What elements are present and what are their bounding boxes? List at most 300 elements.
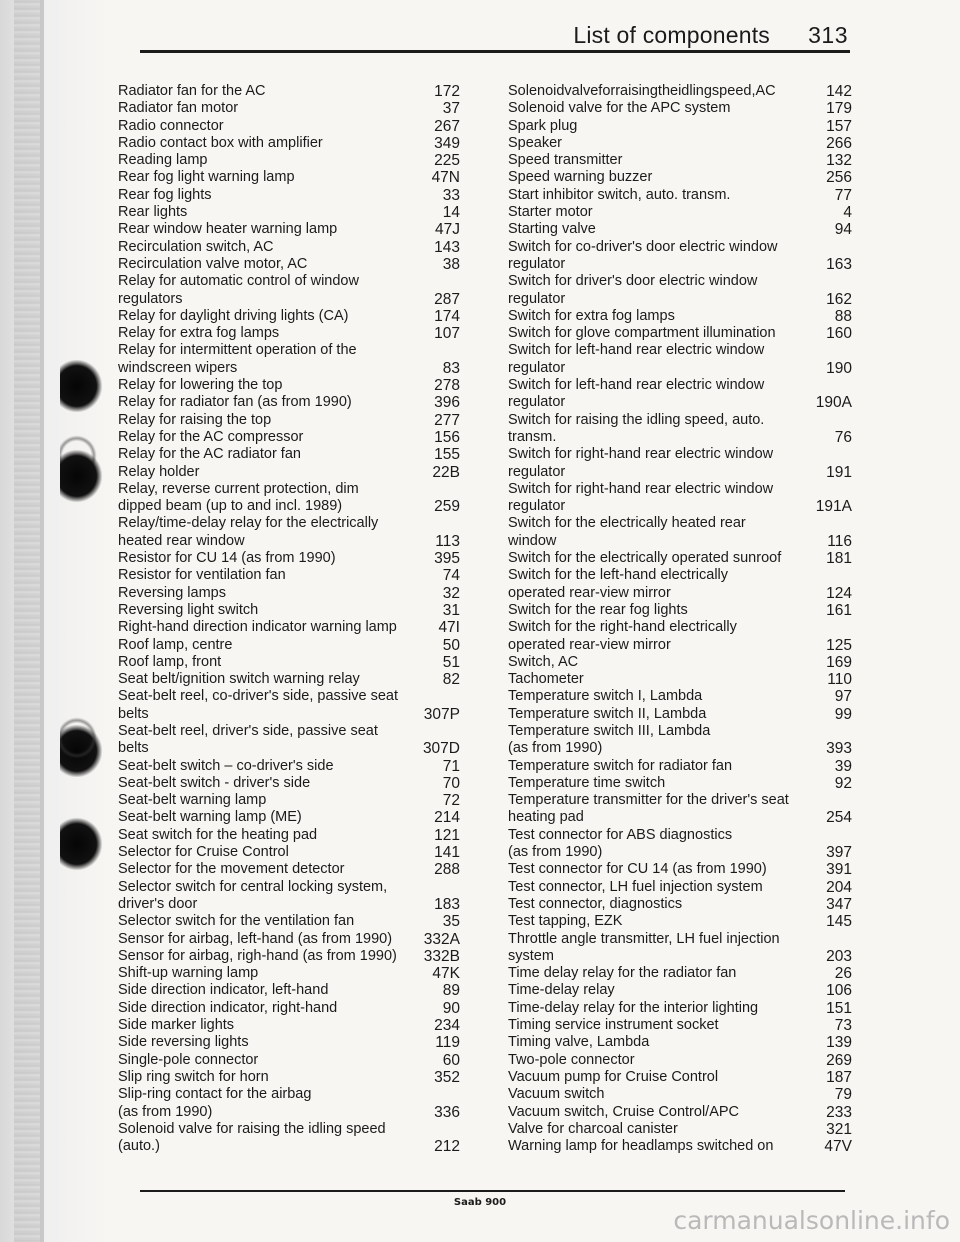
entry-name: Test connector for ABS diagnostics bbox=[508, 826, 733, 843]
entry-name: operated rear-view mirror bbox=[508, 584, 671, 601]
index-entry bbox=[508, 239, 852, 256]
index-entry bbox=[118, 360, 460, 377]
entry-page-number: 139 bbox=[826, 1034, 852, 1052]
entry-page-number: 203 bbox=[826, 947, 852, 965]
entry-page-number: 155 bbox=[434, 446, 460, 464]
entry-name: Seat belt/ignition switch warning relay bbox=[118, 671, 360, 688]
entry-name: Selector for Cruise Control bbox=[118, 844, 289, 861]
entry-name: Relay for automatic control of window bbox=[118, 273, 359, 290]
entry-page-number: 51 bbox=[442, 653, 460, 671]
entry-page-number: 277 bbox=[434, 411, 460, 429]
entry-page-number: 332B bbox=[423, 947, 460, 965]
index-entry bbox=[508, 118, 852, 135]
index-entry bbox=[118, 879, 460, 896]
index-entry bbox=[508, 567, 852, 584]
entry-page-number: 179 bbox=[826, 100, 852, 118]
entry-name: Time-delay relay for the interior lighting bbox=[508, 999, 759, 1016]
entry-name: heated rear window bbox=[118, 532, 245, 549]
binder-ring-hole bbox=[60, 818, 102, 870]
entry-name: Starter motor bbox=[508, 204, 593, 221]
index-entry bbox=[118, 1034, 460, 1051]
entry-name: (auto.) bbox=[118, 1138, 160, 1155]
index-entry bbox=[118, 377, 460, 394]
entry-name: Switch for the rear fog lights bbox=[508, 601, 688, 618]
index-entry bbox=[118, 619, 460, 636]
entry-name: Switch for the left-hand electrically bbox=[508, 567, 729, 584]
entry-name: Speed transmitter bbox=[508, 152, 623, 169]
index-entry bbox=[508, 498, 852, 515]
binding-stripe bbox=[14, 0, 40, 1242]
index-entry bbox=[118, 688, 460, 705]
entry-name: regulator bbox=[508, 255, 566, 272]
binder-ring-hole bbox=[60, 712, 102, 764]
entry-page-number: 83 bbox=[442, 359, 460, 377]
index-entry bbox=[118, 187, 460, 204]
entry-name: regulators bbox=[118, 290, 183, 307]
page-number: 313 bbox=[808, 22, 848, 48]
entry-page-number: 79 bbox=[834, 1086, 852, 1104]
entry-page-number: 225 bbox=[434, 152, 460, 170]
entry-page-number: 141 bbox=[434, 844, 460, 862]
entry-name: heating pad bbox=[508, 809, 584, 826]
index-entry bbox=[118, 723, 460, 740]
index-entry bbox=[118, 273, 460, 290]
index-entry bbox=[118, 775, 460, 792]
index-entry bbox=[118, 1086, 460, 1103]
entry-page-number: 183 bbox=[434, 895, 460, 913]
index-entry bbox=[508, 896, 852, 913]
entry-page-number: 256 bbox=[826, 169, 852, 187]
entry-name: Start inhibitor switch, auto. transm. bbox=[508, 186, 731, 203]
entry-page-number: 70 bbox=[442, 774, 460, 792]
index-entry bbox=[508, 481, 852, 498]
index-entry bbox=[118, 913, 460, 930]
entry-name: regulator bbox=[508, 394, 566, 411]
entry-page-number: 14 bbox=[442, 204, 460, 222]
entry-name: Switch for right-hand rear electric window bbox=[508, 446, 774, 463]
entry-name: Temperature switch for radiator fan bbox=[508, 757, 733, 774]
entry-page-number: 269 bbox=[826, 1051, 852, 1069]
index-entry bbox=[118, 481, 460, 498]
entry-page-number: 77 bbox=[834, 186, 852, 204]
index-entry bbox=[118, 758, 460, 775]
index-entry bbox=[508, 671, 852, 688]
index-entry bbox=[508, 446, 852, 463]
index-entry bbox=[508, 273, 852, 290]
entry-page-number: 156 bbox=[434, 428, 460, 446]
index-entry bbox=[118, 809, 460, 826]
entry-name: regulator bbox=[508, 498, 566, 515]
entry-page-number: 4 bbox=[843, 204, 852, 222]
index-entry bbox=[508, 827, 852, 844]
entry-name: Single-pole connector bbox=[118, 1051, 259, 1068]
entry-page-number: 94 bbox=[834, 221, 852, 239]
entry-page-number: 35 bbox=[442, 913, 460, 931]
entry-name: Time-delay relay bbox=[508, 982, 615, 999]
entry-page-number: 119 bbox=[435, 1034, 460, 1052]
entry-name: regulator bbox=[508, 290, 566, 307]
index-entry bbox=[118, 118, 460, 135]
entry-page-number: 397 bbox=[826, 844, 852, 862]
entry-name: Relay, reverse current protection, dim bbox=[118, 480, 359, 497]
entry-name: Spark plug bbox=[508, 117, 578, 134]
entry-page-number: 191 bbox=[826, 463, 852, 481]
index-entry bbox=[118, 221, 460, 238]
index-entry bbox=[118, 654, 460, 671]
index-entry bbox=[118, 446, 460, 463]
index-entry bbox=[508, 169, 852, 186]
entry-page-number: 60 bbox=[442, 1051, 460, 1069]
entry-page-number: 106 bbox=[826, 982, 852, 1000]
entry-name: belts bbox=[118, 705, 149, 722]
entry-name: dipped beam (up to and incl. 1989) bbox=[118, 498, 343, 515]
entry-page-number: 113 bbox=[435, 532, 460, 550]
entry-name: Side direction indicator, left-hand bbox=[118, 982, 329, 999]
index-entry bbox=[508, 982, 852, 999]
entry-name: Slip ring switch for horn bbox=[118, 1068, 269, 1085]
entry-name: Recirculation valve motor, AC bbox=[118, 255, 308, 272]
binder-ring-hole bbox=[60, 360, 102, 412]
index-entry bbox=[118, 100, 460, 117]
entry-name: Seat switch for the heating pad bbox=[118, 826, 318, 843]
entry-page-number: 26 bbox=[834, 965, 852, 983]
index-entry bbox=[508, 1052, 852, 1069]
entry-name: Roof lamp, centre bbox=[118, 636, 233, 653]
index-entry bbox=[508, 913, 852, 930]
entry-page-number: 234 bbox=[434, 1017, 460, 1035]
index-entry bbox=[118, 706, 460, 723]
entry-name: Recirculation switch, AC bbox=[118, 238, 274, 255]
index-entry bbox=[118, 982, 460, 999]
entry-name: Rear fog light warning lamp bbox=[118, 169, 295, 186]
index-entry bbox=[118, 896, 460, 913]
entry-name: Temperature switch III, Lambda bbox=[508, 722, 711, 739]
entry-name: Radio contact box with amplifier bbox=[118, 134, 323, 151]
entry-name: system bbox=[508, 947, 554, 964]
entry-name: Test connector for CU 14 (as from 1990) bbox=[508, 861, 767, 878]
page-title: List of components bbox=[573, 22, 770, 48]
entry-name: Shift-up warning lamp bbox=[118, 965, 259, 982]
entry-page-number: 90 bbox=[442, 999, 460, 1017]
entry-page-number: 71 bbox=[442, 757, 460, 775]
entry-page-number: 172 bbox=[434, 83, 460, 100]
index-entry bbox=[508, 792, 852, 809]
entry-page-number: 336 bbox=[434, 1103, 460, 1121]
entry-name: Side marker lights bbox=[118, 1017, 235, 1034]
entry-name: Vacuum pump for Cruise Control bbox=[508, 1068, 719, 1085]
index-entry bbox=[118, 671, 460, 688]
entry-page-number: 352 bbox=[434, 1068, 460, 1086]
index-entry bbox=[508, 429, 852, 446]
entry-page-number: 110 bbox=[827, 671, 852, 689]
entry-page-number: 88 bbox=[834, 307, 852, 325]
index-entry bbox=[508, 325, 852, 342]
index-entry bbox=[508, 637, 852, 654]
index-entry bbox=[508, 602, 852, 619]
entry-name: Switch for extra fog lamps bbox=[508, 307, 675, 324]
entry-name: Side reversing lights bbox=[118, 1034, 249, 1051]
index-entry bbox=[508, 1000, 852, 1017]
entry-name: Relay holder bbox=[118, 463, 200, 480]
index-entry bbox=[508, 879, 852, 896]
index-entry bbox=[118, 412, 460, 429]
entry-page-number: 76 bbox=[834, 428, 852, 446]
entry-page-number: 50 bbox=[442, 636, 460, 654]
index-entry bbox=[508, 965, 852, 982]
entry-name: regulator bbox=[508, 359, 566, 376]
index-entry bbox=[508, 844, 852, 861]
entry-name: (as from 1990) bbox=[118, 1103, 213, 1120]
entry-page-number: 32 bbox=[442, 584, 460, 602]
index-entry bbox=[118, 291, 460, 308]
entry-name: Solenoid valve for the APC system bbox=[508, 100, 731, 117]
entry-name: Selector switch for central locking system, bbox=[118, 878, 388, 895]
index-entry bbox=[508, 377, 852, 394]
index-entry bbox=[118, 498, 460, 515]
entry-page-number: 31 bbox=[442, 601, 460, 619]
entry-name: Resistor for CU 14 (as from 1990) bbox=[118, 550, 336, 567]
index-entry bbox=[118, 1104, 460, 1121]
entry-name: Seat-belt warning lamp (ME) bbox=[118, 809, 302, 826]
entry-name: Test connector, LH fuel injection system bbox=[508, 878, 763, 895]
index-entry bbox=[118, 204, 460, 221]
entry-page-number: 349 bbox=[434, 134, 460, 152]
index-entry bbox=[508, 1034, 852, 1051]
entry-page-number: 157 bbox=[826, 117, 852, 135]
entry-page-number: 395 bbox=[434, 550, 460, 568]
entry-page-number: 190 bbox=[826, 359, 852, 377]
entry-page-number: 391 bbox=[826, 861, 852, 879]
entry-page-number: 259 bbox=[434, 498, 460, 516]
index-entry bbox=[508, 83, 852, 100]
index-entry bbox=[118, 637, 460, 654]
entry-page-number: 307P bbox=[423, 705, 460, 723]
entry-name: Switch for left-hand rear electric window bbox=[508, 342, 765, 359]
entry-page-number: 214 bbox=[434, 809, 460, 827]
index-entry bbox=[508, 1086, 852, 1103]
entry-page-number: 116 bbox=[827, 532, 852, 550]
entry-page-number: 121 bbox=[434, 826, 460, 844]
entry-name: Sensor for airbag, righ-hand (as from 1990) bbox=[118, 947, 397, 964]
entry-page-number: 82 bbox=[442, 671, 460, 689]
entry-name: Two-pole connector bbox=[508, 1051, 635, 1068]
entry-name: Seat-belt warning lamp bbox=[118, 792, 267, 809]
binder-ring-hole bbox=[60, 450, 102, 502]
entry-name: Vacuum switch bbox=[508, 1086, 605, 1103]
index-entry bbox=[118, 342, 460, 359]
entry-name: Reading lamp bbox=[118, 152, 208, 169]
index-entry bbox=[508, 931, 852, 948]
index-entry bbox=[508, 706, 852, 723]
entry-page-number: 89 bbox=[442, 982, 460, 1000]
entry-name: Roof lamp, front bbox=[118, 653, 222, 670]
entry-name: Solenoid valve for raising the idling speed bbox=[118, 1120, 386, 1137]
index-entry bbox=[118, 169, 460, 186]
entry-page-number: 47V bbox=[824, 1138, 852, 1156]
index-entry bbox=[118, 1069, 460, 1086]
entry-page-number: 190A bbox=[815, 394, 852, 412]
entry-page-number: 332A bbox=[423, 930, 460, 948]
entry-page-number: 288 bbox=[434, 861, 460, 879]
index-entry bbox=[508, 204, 852, 221]
entry-name: Switch for the electrically operated sunroof bbox=[508, 550, 782, 567]
entry-page-number: 191A bbox=[815, 498, 852, 516]
entry-name: Temperature switch II, Lambda bbox=[508, 705, 707, 722]
entry-name: Temperature time switch bbox=[508, 774, 666, 791]
index-entry bbox=[508, 688, 852, 705]
index-entry bbox=[118, 308, 460, 325]
entry-page-number: 99 bbox=[834, 705, 852, 723]
entry-page-number: 47K bbox=[432, 965, 460, 983]
entry-name: Switch for raising the idling speed, auto. bbox=[508, 411, 765, 428]
index-entry bbox=[118, 325, 460, 342]
entry-name: Solenoidvalveforraisingtheidlingspeed,AC bbox=[508, 83, 776, 99]
entry-name: Rear lights bbox=[118, 204, 188, 221]
entry-page-number: 37 bbox=[442, 100, 460, 118]
entry-name: Rear fog lights bbox=[118, 186, 212, 203]
entry-name: Switch for the electrically heated rear bbox=[508, 515, 746, 532]
entry-page-number: 33 bbox=[442, 186, 460, 204]
index-entry bbox=[118, 740, 460, 757]
entry-name: Selector switch for the ventilation fan bbox=[118, 913, 355, 930]
entry-name: Relay/time-delay relay for the electrically bbox=[118, 515, 379, 532]
index-entry bbox=[508, 740, 852, 757]
entry-name: operated rear-view mirror bbox=[508, 636, 671, 653]
entry-name: (as from 1990) bbox=[508, 740, 603, 757]
entry-name: Rear window heater warning lamp bbox=[118, 221, 338, 238]
index-entry bbox=[508, 775, 852, 792]
index-entry bbox=[508, 550, 852, 567]
entry-page-number: 143 bbox=[434, 238, 460, 256]
entry-page-number: 393 bbox=[826, 740, 852, 758]
entry-page-number: 169 bbox=[826, 653, 852, 671]
entry-name: Timing valve, Lambda bbox=[508, 1034, 650, 1051]
entry-name: window bbox=[508, 532, 557, 549]
index-entry bbox=[118, 602, 460, 619]
index-entry bbox=[118, 844, 460, 861]
entry-name: Starting valve bbox=[508, 221, 596, 238]
entry-name: Relay for intermittent operation of the bbox=[118, 342, 357, 359]
entry-name: Reversing light switch bbox=[118, 601, 259, 618]
entry-page-number: 97 bbox=[834, 688, 852, 706]
entry-name: Temperature switch I, Lambda bbox=[508, 688, 703, 705]
header-rule bbox=[140, 50, 850, 53]
index-entry bbox=[508, 809, 852, 826]
index-entry bbox=[118, 464, 460, 481]
entry-name: Time delay relay for the radiator fan bbox=[508, 965, 737, 982]
index-entry bbox=[508, 100, 852, 117]
entry-page-number: 47N bbox=[431, 169, 460, 187]
entry-page-number: 92 bbox=[834, 774, 852, 792]
entry-name: Seat-belt reel, co-driver's side, passive seat bbox=[118, 688, 399, 705]
entry-page-number: 212 bbox=[434, 1138, 460, 1156]
entry-page-number: 204 bbox=[826, 878, 852, 896]
entry-page-number: 47I bbox=[438, 619, 460, 637]
index-entry bbox=[118, 1138, 460, 1155]
entry-page-number: 278 bbox=[434, 377, 460, 395]
index-entry bbox=[508, 291, 852, 308]
index-entry bbox=[118, 827, 460, 844]
index-entry bbox=[118, 1000, 460, 1017]
entry-name: transm. bbox=[508, 428, 557, 445]
entry-page-number: 287 bbox=[434, 290, 460, 308]
entry-name: Temperature transmitter for the driver's seat bbox=[508, 792, 789, 809]
entry-name: Sensor for airbag, left-hand (as from 1990) bbox=[118, 930, 393, 947]
entry-page-number: 160 bbox=[826, 325, 852, 343]
entry-name: Switch for right-hand rear electric window bbox=[508, 480, 774, 497]
index-entry bbox=[508, 861, 852, 878]
entry-name: Switch for the right-hand electrically bbox=[508, 619, 737, 636]
entry-name: Selector for the movement detector bbox=[118, 861, 345, 878]
index-entry bbox=[118, 965, 460, 982]
index-entry bbox=[508, 723, 852, 740]
index-entry bbox=[508, 1138, 852, 1155]
index-entry bbox=[508, 515, 852, 532]
entry-name: (as from 1990) bbox=[508, 844, 603, 861]
entry-name: driver's door bbox=[118, 895, 198, 912]
entry-page-number: 145 bbox=[826, 913, 852, 931]
index-entry bbox=[118, 83, 460, 100]
index-entry bbox=[508, 464, 852, 481]
entry-page-number: 396 bbox=[434, 394, 460, 412]
index-entry bbox=[118, 394, 460, 411]
index-entry bbox=[118, 256, 460, 273]
index-entry bbox=[508, 533, 852, 550]
page-header bbox=[140, 18, 850, 54]
entry-name: Warning lamp for headlamps switched on bbox=[508, 1138, 774, 1155]
entry-name: Slip-ring contact for the airbag bbox=[118, 1086, 312, 1103]
entry-name: Tachometer bbox=[508, 671, 584, 688]
index-entry bbox=[508, 152, 852, 169]
index-entry bbox=[508, 1104, 852, 1121]
entry-name: Seat-belt switch - driver's side bbox=[118, 774, 311, 791]
entry-name: Radio connector bbox=[118, 117, 224, 134]
entry-page-number: 142 bbox=[826, 83, 852, 100]
entry-name: Relay for raising the top bbox=[118, 411, 272, 428]
index-entry bbox=[118, 533, 460, 550]
index-entry bbox=[118, 585, 460, 602]
left-column bbox=[118, 83, 460, 1155]
entry-name: Switch for co-driver's door electric window bbox=[508, 238, 778, 255]
entry-name: Seat-belt reel, driver's side, passive seat bbox=[118, 722, 378, 739]
entry-page-number: 38 bbox=[442, 255, 460, 273]
entry-page-number: 267 bbox=[434, 117, 460, 135]
index-entry bbox=[508, 256, 852, 273]
index-entry bbox=[118, 152, 460, 169]
entry-name: Relay for the AC compressor bbox=[118, 428, 304, 445]
index-entry bbox=[508, 308, 852, 325]
index-entry bbox=[508, 585, 852, 602]
entry-page-number: 151 bbox=[826, 999, 852, 1017]
entry-page-number: 22B bbox=[432, 463, 460, 481]
entry-page-number: 132 bbox=[826, 152, 852, 170]
entry-page-number: 162 bbox=[826, 290, 852, 308]
entry-name: Relay for extra fog lamps bbox=[118, 325, 280, 342]
entry-page-number: 321 bbox=[826, 1120, 852, 1138]
entry-name: Switch for driver's door electric window bbox=[508, 273, 758, 290]
entry-name: Seat-belt switch – co-driver's side bbox=[118, 757, 334, 774]
index-entry bbox=[118, 135, 460, 152]
entry-name: Radiator fan motor bbox=[118, 100, 239, 117]
entry-name: Relay for the AC radiator fan bbox=[118, 446, 301, 463]
entry-page-number: 174 bbox=[434, 307, 460, 325]
entry-name: Side direction indicator, right-hand bbox=[118, 999, 338, 1016]
index-entry bbox=[508, 187, 852, 204]
entry-name: Vacuum switch, Cruise Control/APC bbox=[508, 1103, 740, 1120]
index-entry bbox=[508, 221, 852, 238]
index-entry bbox=[118, 1017, 460, 1034]
entry-page-number: 73 bbox=[834, 1017, 852, 1035]
